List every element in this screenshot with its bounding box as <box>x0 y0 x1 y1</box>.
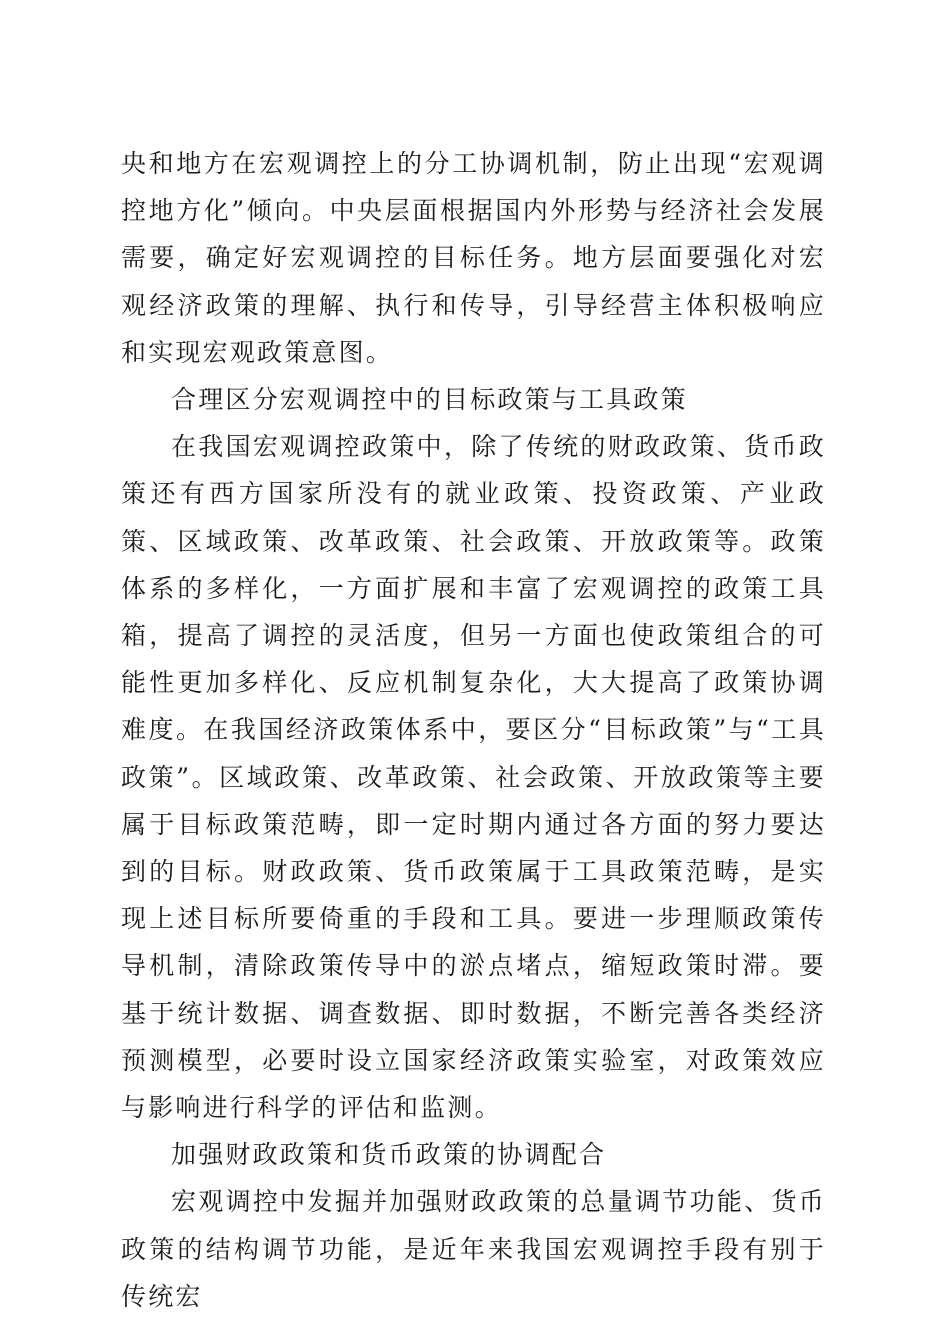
paragraph-policy-system: 在我国宏观调控政策中，除了传统的财政政策、货币政策还有西方国家所没有的就业政策、投资政策、产业政策、区域政策、改革政策、社会政策、开放政策等。政策体系的多样化，一方面扩展和丰富了宏观调控的政策工具箱，提高了调控的灵活度，但另一方面也使政策组合的可能性更加多样化、反应机制复杂化，大大提高了政策协调难度。在我国经济政策体系中，要区分“目标政策”与“工具政策”。区域政策、改革政策、社会政策、开放政策等主要属于目标政策范畴，即一定时期内通过各方面的努力要达到的目标。财政政策、货币政策属于工具政策范畴，是实现上述目标所要倚重的手段和工具。要进一步理顺政策传导机制，清除政策传导中的淤点堵点，缩短政策时滞。要基于统计数据、调查数据、即时数据，不断完善各类经济预测模型，必要时设立国家经济政策实验室，对政策效应与影响进行科学的评估和监测。 <box>121 432 826 1123</box>
paragraph-continued: 央和地方在宏观调控上的分工协调机制，防止出现“宏观调控地方化”倾向。中央层面根据国内外形势与经济社会发展需要，确定好宏观调控的目标任务。地方层面要强化对宏观经济政策的理解、执行和传导，引导经营主体积极响应和实现宏观政策意图。 <box>121 149 826 367</box>
section-heading-target-vs-tool-policy: 合理区分宏观调控中的目标政策与工具政策 <box>171 385 688 415</box>
section-heading-fiscal-monetary-coordination: 加强财政政策和货币政策的协调配合 <box>171 1140 607 1170</box>
document-body <box>121 140 826 1320</box>
paragraph-fiscal-monetary: 宏观调控中发掘并加强财政政策的总量调节功能、货币政策的结构调节功能，是近年来我国宏观调控手段有别于传统宏 <box>121 1187 826 1311</box>
